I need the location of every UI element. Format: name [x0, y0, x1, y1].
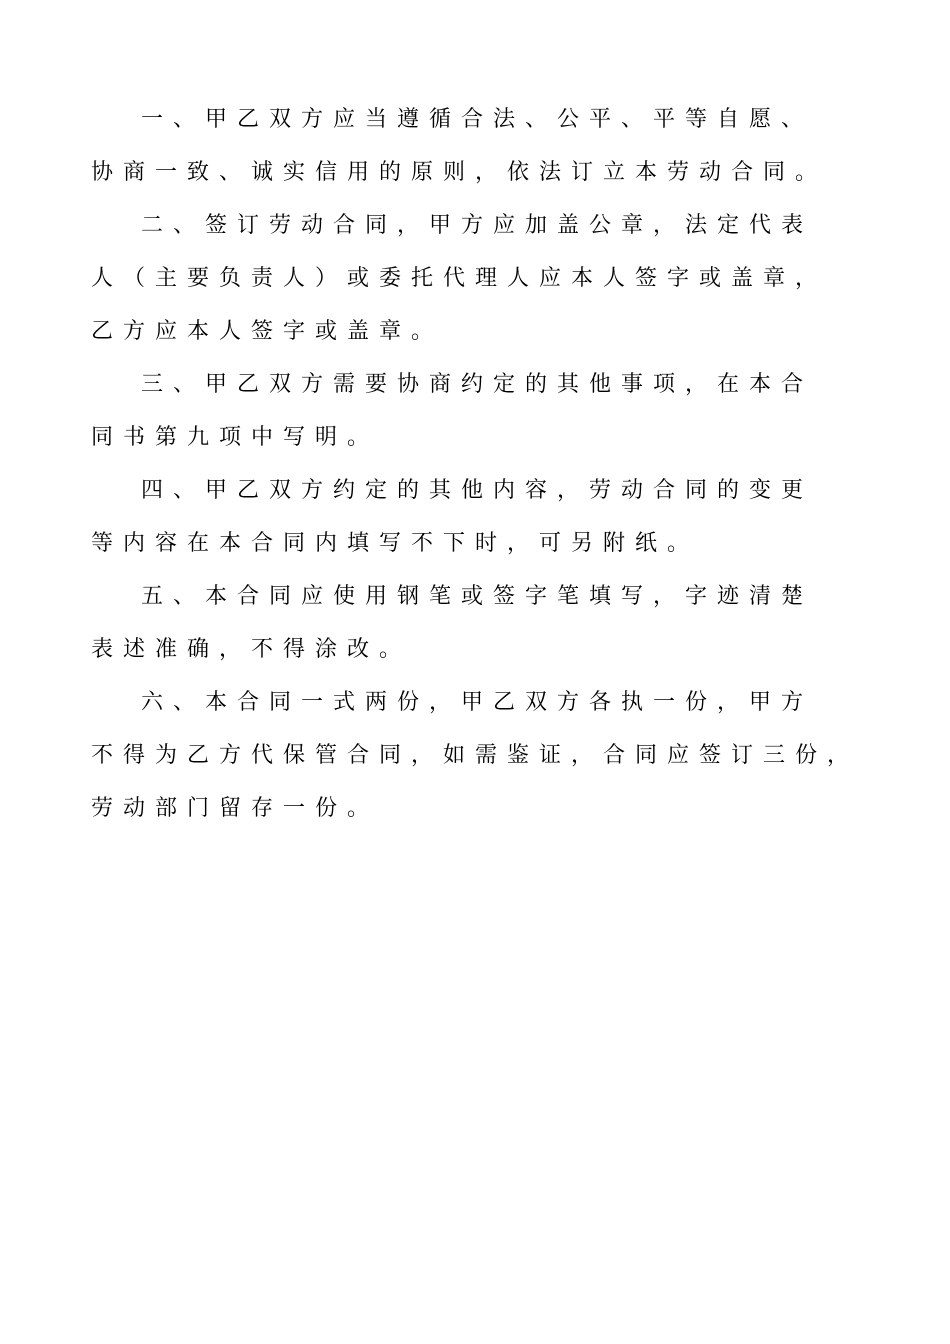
paragraph-1 [91, 93, 871, 199]
paragraph-4 [91, 464, 871, 570]
paragraph-6 [91, 676, 871, 835]
paragraph-line: 人（主要负责人）或委托代理人应本人签字或盖章， [91, 266, 828, 291]
paragraph-2 [91, 199, 871, 358]
paragraph-3 [91, 358, 871, 464]
document-body [91, 93, 871, 835]
paragraph-line: 同书第九项中写明。 [91, 425, 380, 450]
paragraph-5 [91, 570, 871, 676]
paragraph-line: 乙方应本人签字或盖章。 [91, 319, 444, 344]
paragraph-line: 表述准确，不得涂改。 [91, 637, 412, 662]
paragraph-line: 劳动部门留存一份。 [91, 796, 380, 821]
paragraph-line: 二、签订劳动合同，甲方应加盖公章，法定代表 [141, 213, 814, 238]
paragraph-line: 不得为乙方代保管合同，如需鉴证，合同应签订三份， [91, 743, 860, 768]
paragraph-line: 五、本合同应使用钢笔或签字笔填写，字迹清楚 [141, 584, 814, 609]
paragraph-line: 四、甲乙双方约定的其他内容，劳动合同的变更 [141, 478, 814, 503]
paragraph-line: 等内容在本合同内填写不下时，可另附纸。 [91, 531, 700, 556]
paragraph-line: 协商一致、诚实信用的原则，依法订立本劳动合同。 [91, 160, 828, 185]
paragraph-line: 一、甲乙双方应当遵循合法、公平、平等自愿、 [141, 107, 814, 132]
paragraph-line: 三、甲乙双方需要协商约定的其他事项，在本合 [141, 372, 814, 397]
paragraph-line: 六、本合同一式两份，甲乙双方各执一份，甲方 [141, 690, 814, 715]
